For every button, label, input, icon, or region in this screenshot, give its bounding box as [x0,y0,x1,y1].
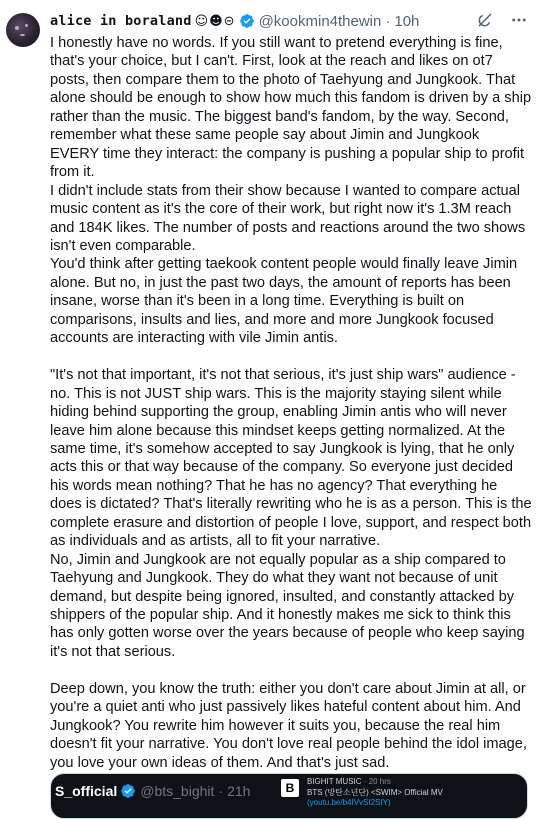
separator: · [218,783,224,799]
preview-title: BTS (방탄소년단) <SWIM> Official MV [307,787,443,797]
paragraph: I didn't include stats from their show because I wanted to compare actual music content as it's the core of their work, but right now it's 1.3M reach and 184K likes. The number of posts and reactions around the two shows isn't even comparable. [50,182,530,254]
separator: · [385,12,391,30]
avatar-detail [20,34,25,36]
preview-source: BIGHIT MUSIC [307,777,362,786]
tweet-text [50,34,536,772]
display-name[interactable]: alice in boraland [50,13,192,29]
quoted-tweet[interactable] [50,773,528,819]
quoted-timestamp: 21h [227,783,251,799]
verified-badge-icon [239,13,255,29]
quoted-display-name: S_official [55,783,118,799]
avatar-detail [15,26,19,30]
avatar-detail [25,24,28,27]
tweet-header [50,10,539,32]
avatar[interactable] [6,13,40,47]
author-handle[interactable]: @kookmin4thewin [258,12,382,30]
verified-badge-icon [120,783,136,799]
paragraph: I honestly have no words. If you still want to pretend everything is fine, that's your choice, but I can't. First, look at the reach and likes on ot7 posts, then compare them to the photo of Taehyung and Jungkook. That alone should be enough to show how much this fandom is driven by a ship rather than the music. The biggest band's fandom, by the way. Second, remember what these same people say about Jimin and Jungkook EVERY time they interact: the company is pushing a popular ship to profit from it. [50,35,536,181]
preview-link[interactable]: (youtu.be/b4IVvSI2SIY) [307,798,391,807]
paragraph: "It's not that important, it's not that serious, it's just ship wars" audience - no. This is not JUST ship wars. This is the majority staying silent while hiding behind supporting the group, enabling Jimin antis who will never leave him alone because this mindset keeps getting normalized. At the same time, it's somehow accepted to say Jungkook is lying, that he only acts this or that way because of the company. So everyone just decided his words mean nothing? That he has no agency? That everything he does is dictated? That's literally rewriting who he is as a person. This is the complete erasure and distortion of people I love, support, and respect both as individuals and as artists, all to fit your narrative. [50,367,536,550]
name-emoji: ☺☻⊝ [194,13,236,29]
timestamp[interactable]: 10h [394,12,420,30]
paragraph: No, Jimin and Jungkook are not equally popular as a ship compared to Taehyung and Jungkook. They do what they want not because of unit demand, but despite being ignored, insulted, and constantly attacked by shippers of the popular ship. And it honestly makes me sick to think this has only gotten worse over the years because of people who keep saying it's not that serious. [50,551,529,660]
paragraph-gap [50,661,532,679]
quoted-author [55,783,250,799]
quoted-preview [307,777,443,809]
tweet-actions [475,10,529,30]
preview-time: · 20 hrs [363,777,391,786]
paragraph: Deep down, you know the truth: either you don't care about Jimin at all, or you're a quiet anti who just passively likes hateful content about him. And Jungkook? You rewrite him however it suits you, because the real him doesn't fit your narrative. You don't love real people behind the idol image, you love your own ideas of them. And that's just sad. [50,680,532,771]
quoted-handle: @bts_bighit [140,783,215,799]
bighit-logo-icon: B [281,779,299,797]
paragraph-gap [50,348,532,366]
quoted-tweet-inner [51,774,527,818]
more-icon[interactable] [509,10,529,30]
paragraph: You'd think after getting taekook content people would finally leave Jimin alone. But no, in just the past two days, the amount of reports has been insane, worse than it's been in a long time. Everything is built on comparisons, insults and lies, and more and more Jungkook focused accounts are interacting with vile Jimin antis. [50,256,522,347]
grok-icon[interactable] [475,10,495,30]
